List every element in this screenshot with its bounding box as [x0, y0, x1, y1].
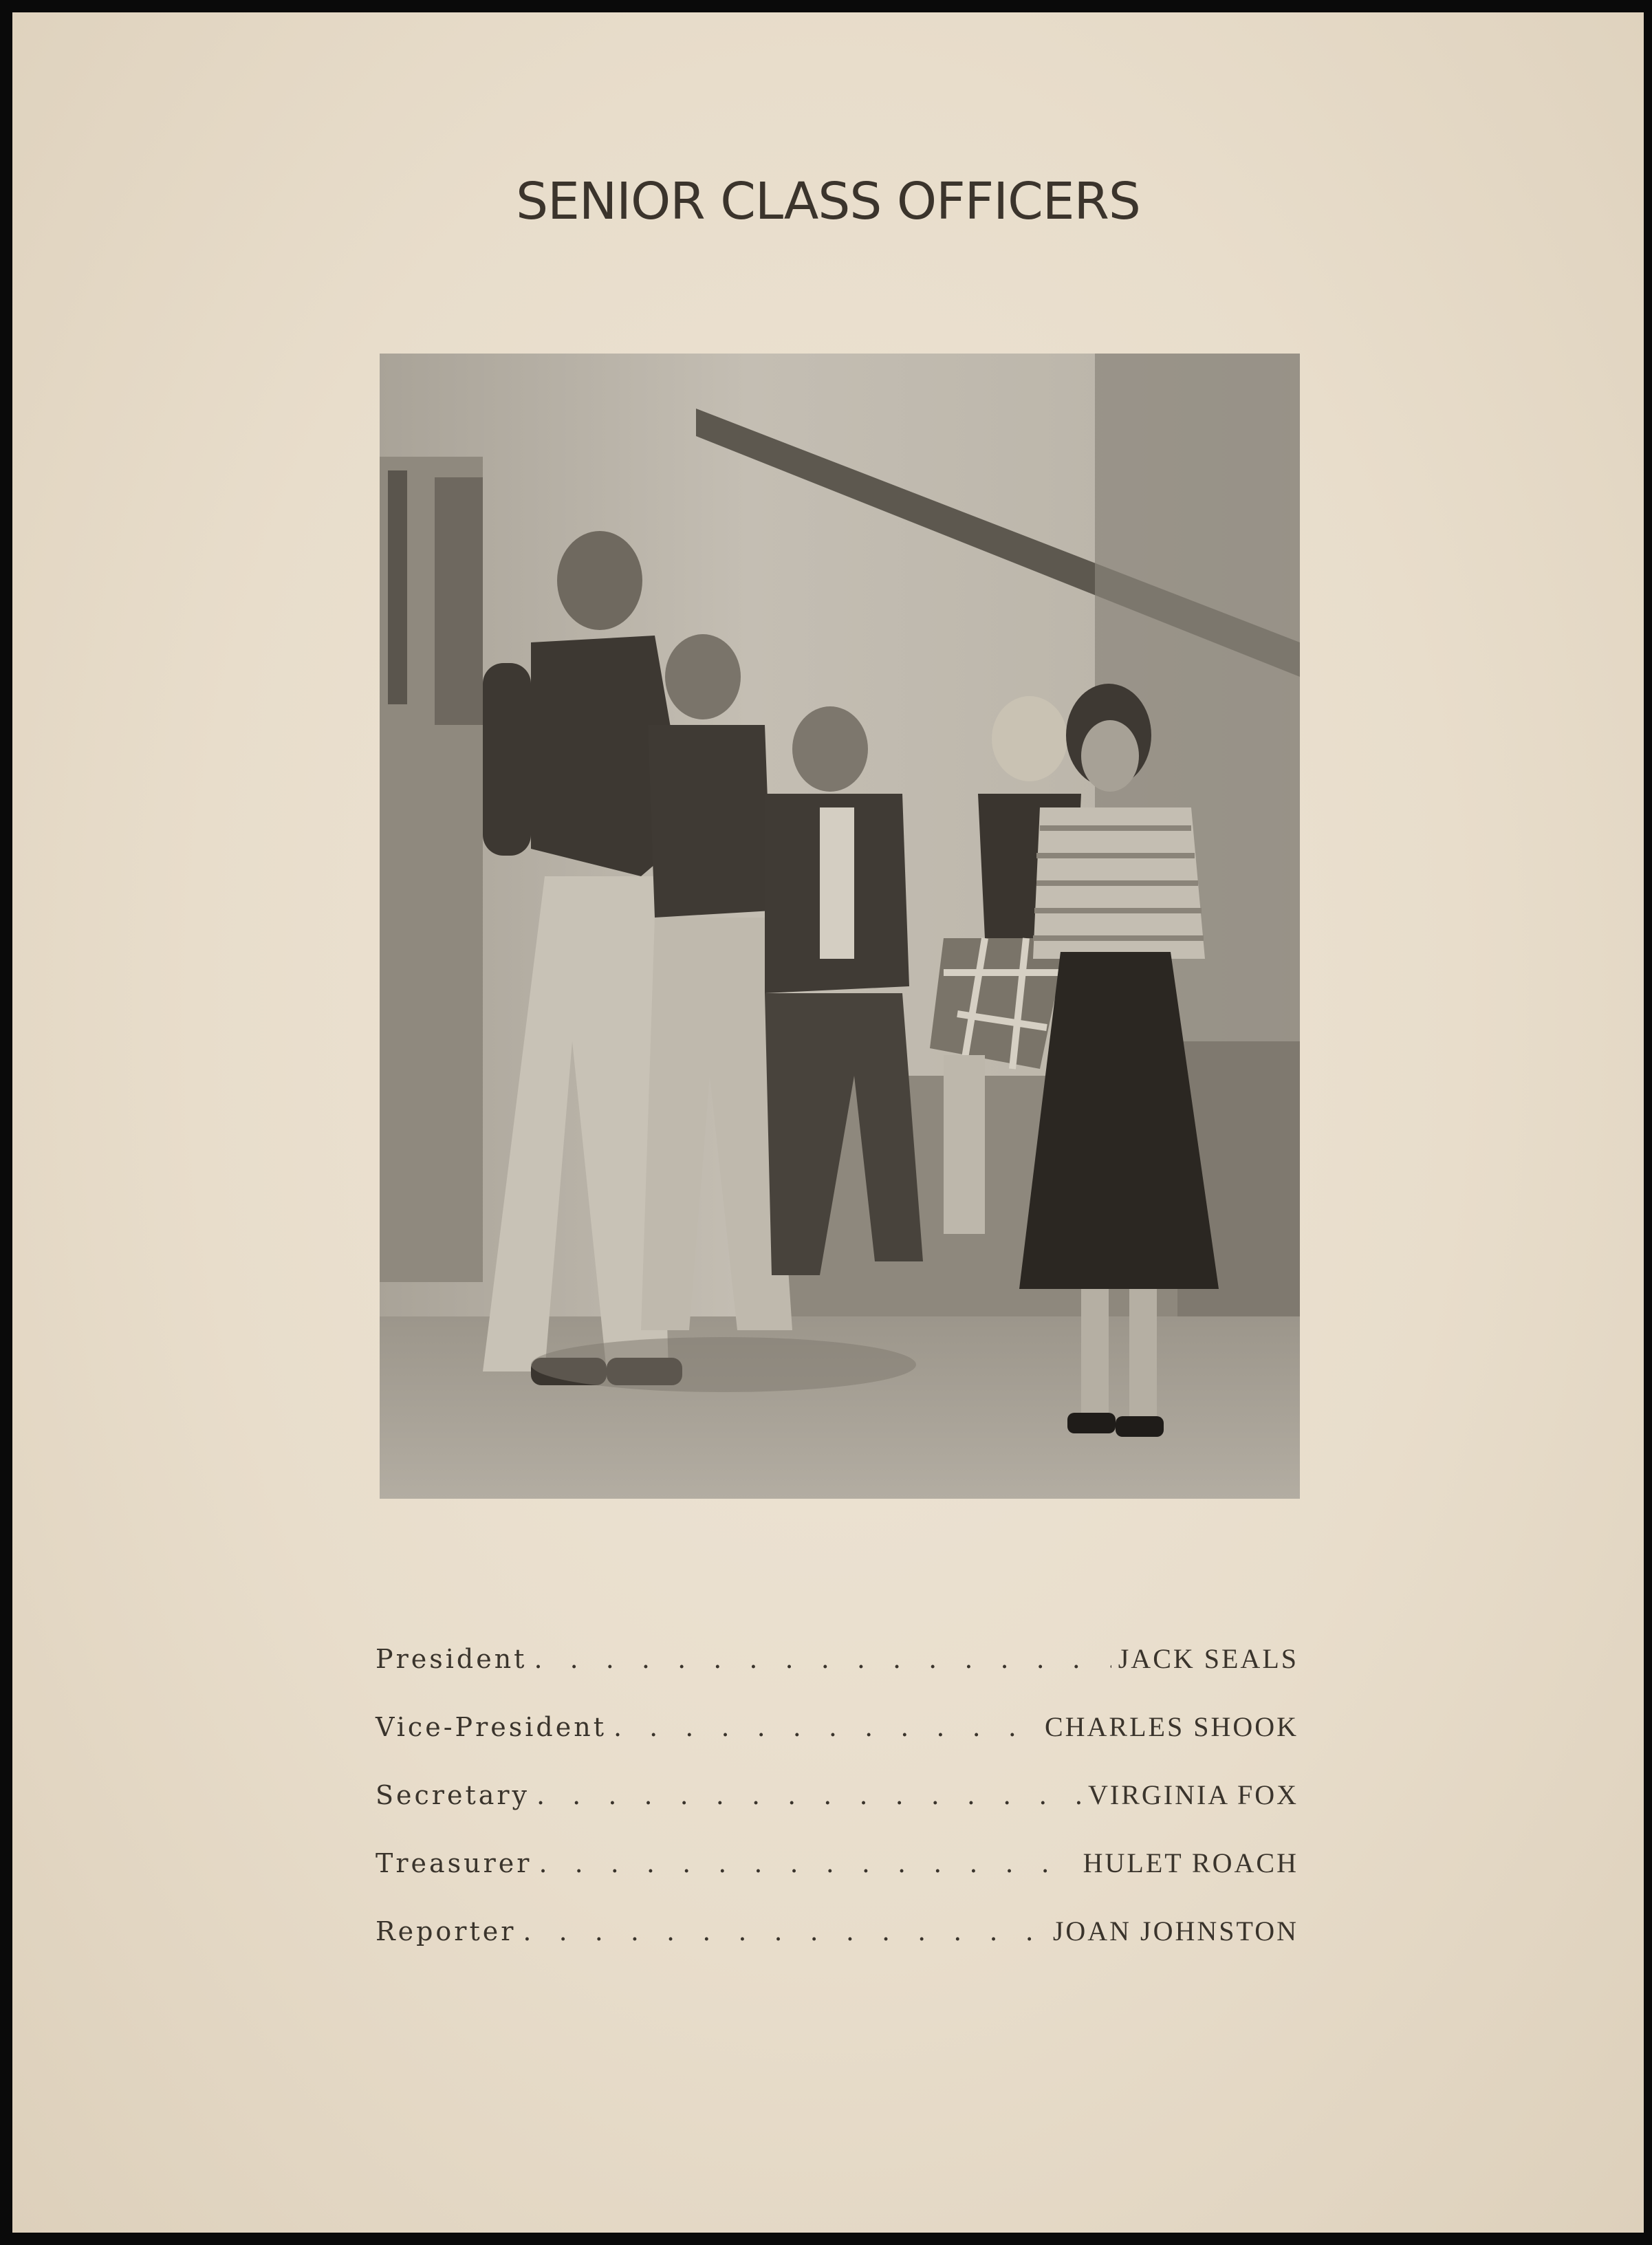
officer-name: JACK SEALS [1118, 1643, 1298, 1674]
group-photo [380, 354, 1300, 1499]
officer-role: President [376, 1644, 528, 1674]
dot-leader [534, 1644, 1111, 1674]
officer-role: Vice-President [376, 1712, 607, 1742]
officer-row-secretary [376, 1779, 1298, 1847]
officer-name: JOAN JOHNSTON [1052, 1916, 1298, 1946]
officer-name: VIRGINIA FOX [1088, 1779, 1298, 1810]
officers-list [376, 1642, 1298, 1983]
page-title: SENIOR CLASS OFFICERS [516, 172, 1140, 231]
officer-role: Reporter [376, 1916, 517, 1946]
officer-row-reporter [376, 1915, 1298, 1983]
officer-role: Treasurer [376, 1848, 532, 1878]
officer-role: Secretary [376, 1780, 530, 1810]
officer-row-treasurer [376, 1847, 1298, 1915]
dot-leader [539, 1848, 1076, 1878]
officer-name: CHARLES SHOOK [1044, 1711, 1298, 1742]
officer-row-vice-president [376, 1711, 1298, 1779]
officer-name: HULET ROACH [1083, 1847, 1298, 1878]
dot-leader [523, 1916, 1045, 1946]
officer-row-president [376, 1642, 1298, 1711]
yearbook-page [12, 12, 1644, 2233]
dot-leader [536, 1780, 1081, 1810]
dot-leader [613, 1712, 1038, 1742]
